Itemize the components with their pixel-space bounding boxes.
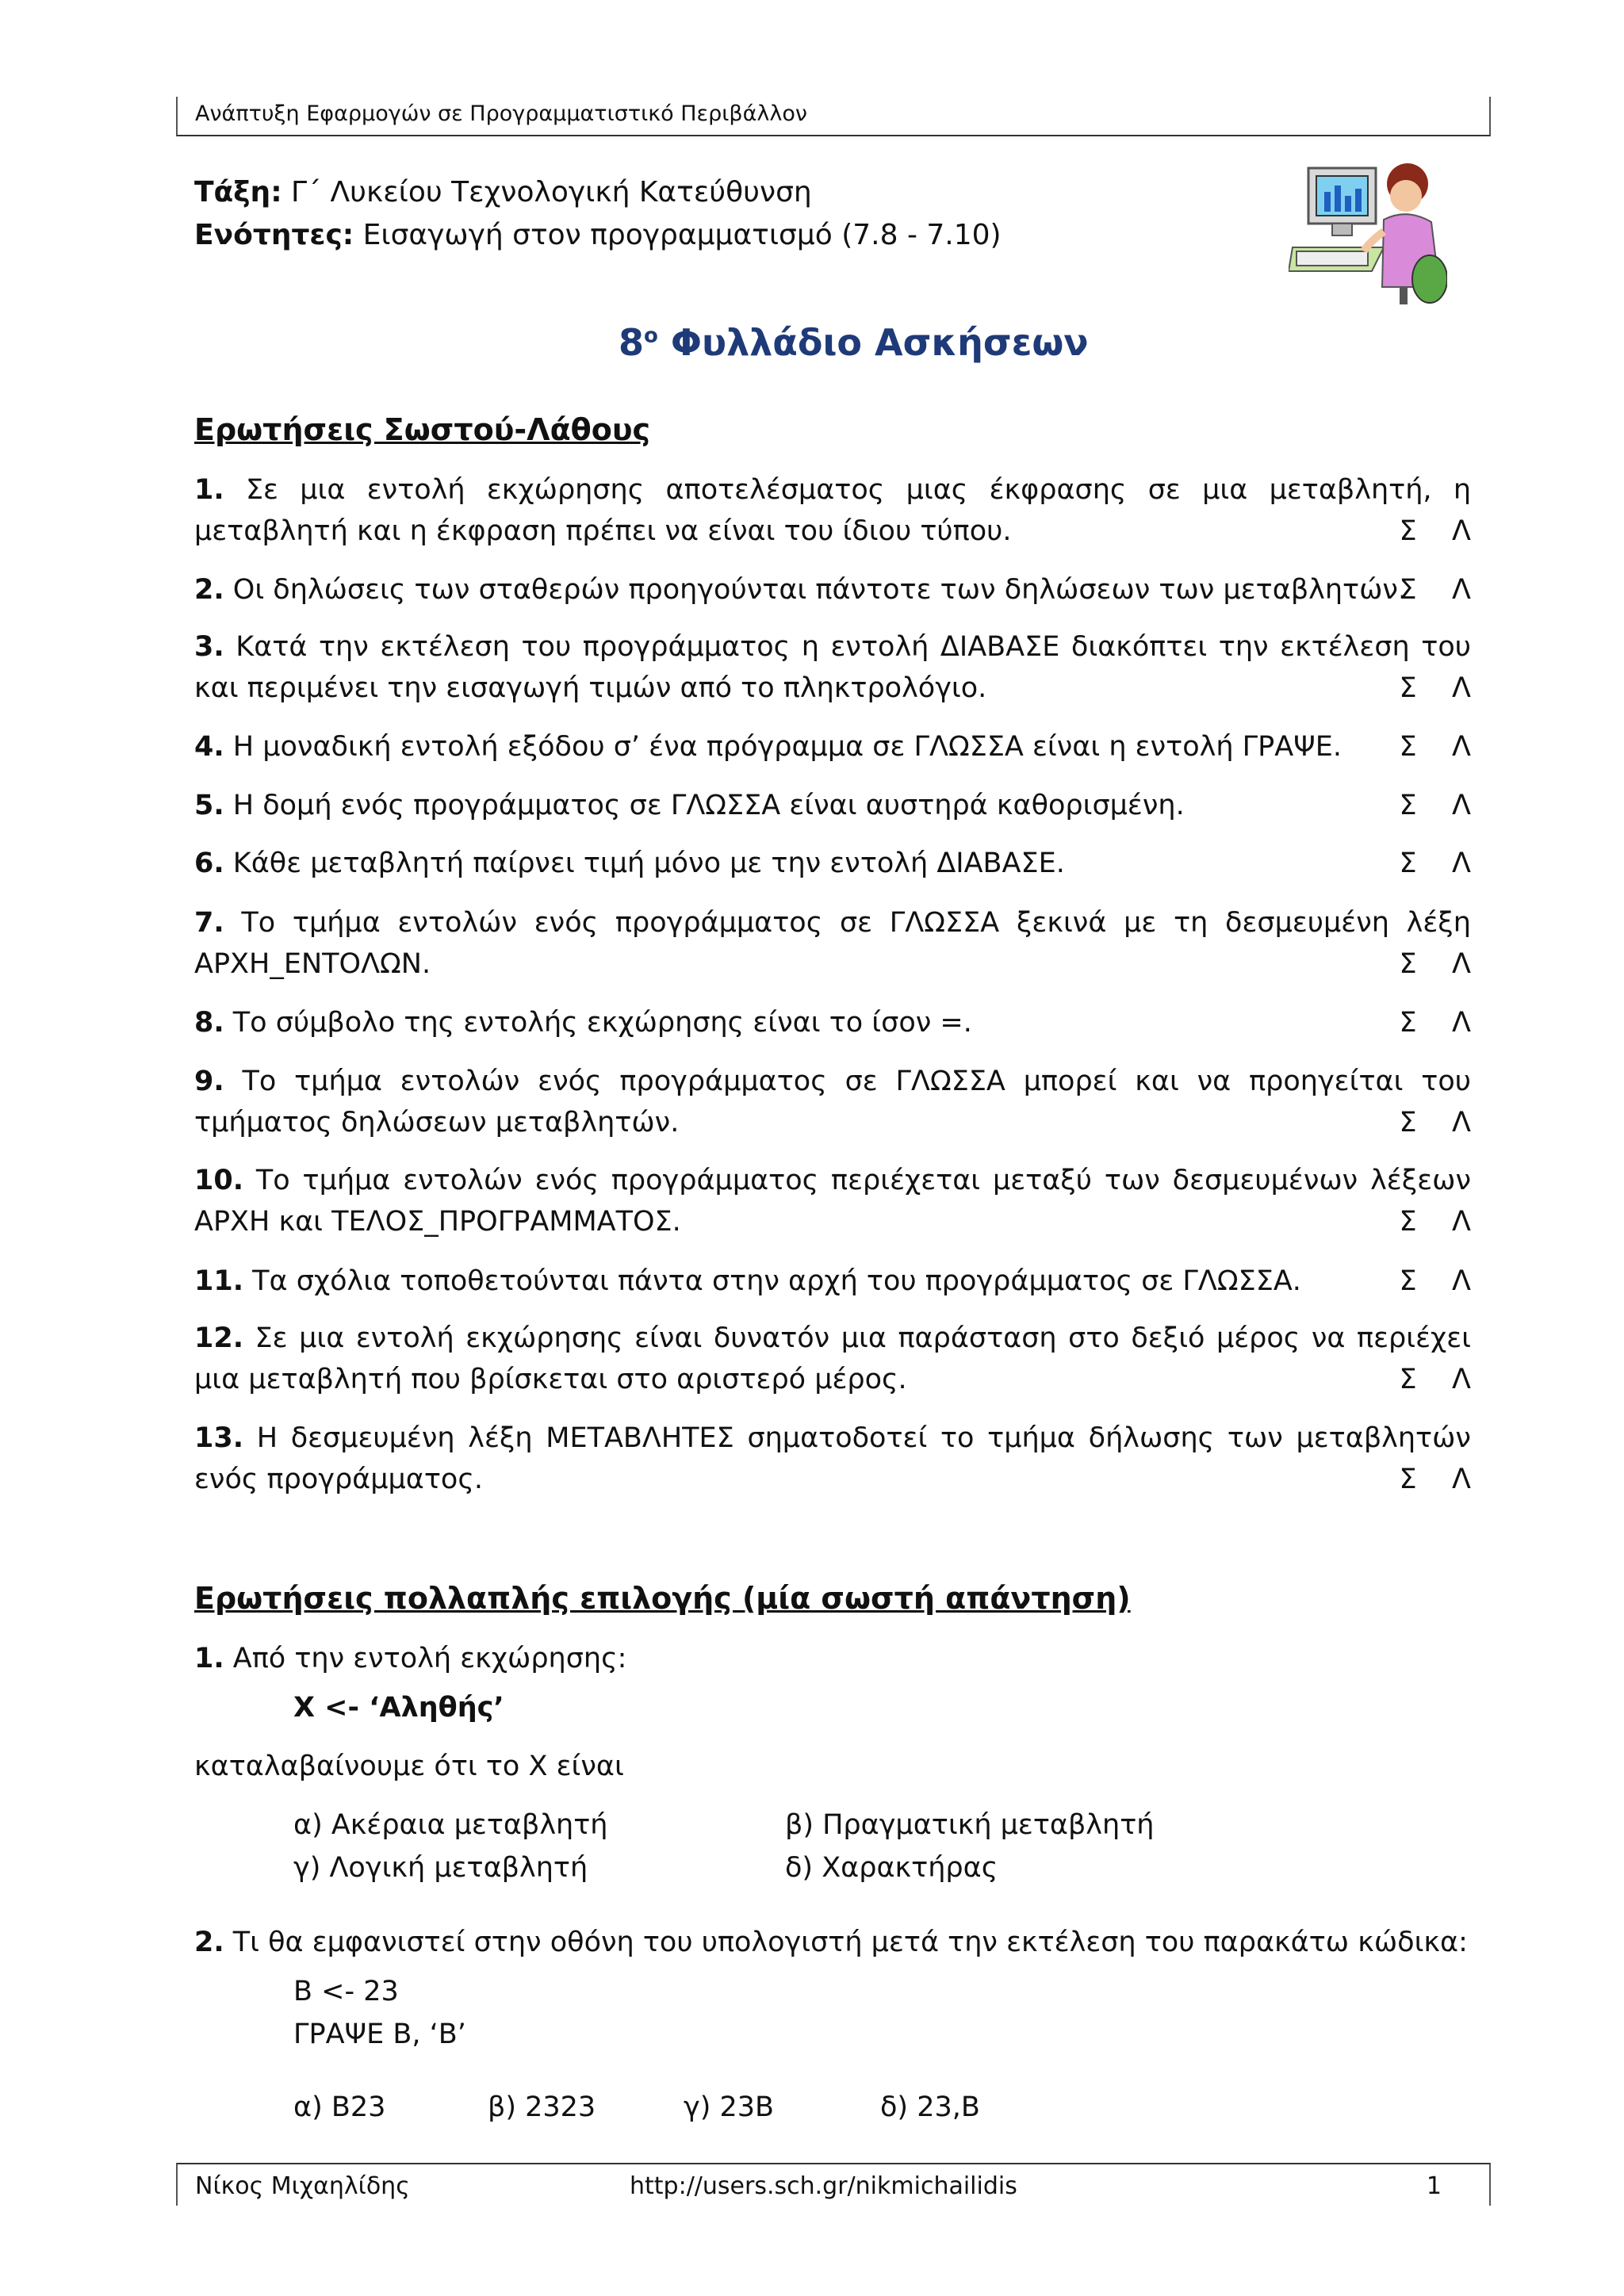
units-value: Εισαγωγή στον προγραμματισμό (7.8 - 7.10) [354,219,1002,251]
tf-question [194,1418,1471,1500]
question-number: 5. [194,790,224,821]
tf-question [194,469,1471,552]
running-footer [176,2163,1491,2206]
question-text: Το τμήμα εντολών ενός προγράμματος σε ΓΛΩΣΣΑ ξεκινά με τη δεσμευμένη λέξη ΑΡΧΗ_ΕΝΤΟΛΩΝ. [194,907,1471,980]
section-multiple-choice-heading: Ερωτήσεις πολλαπλής επιλογής (μία σωστή απάντηση) [194,1581,1131,1616]
true-false-marks: Σ Λ [1399,1364,1471,1395]
question-text: Το σύμβολο της εντολής εκχώρησης είναι το ίσον =. [224,1007,972,1039]
tf-question [194,1261,1471,1302]
worksheet-title [619,321,1089,364]
true-false-marks: Σ Λ [1399,848,1471,879]
mc2-option-b: β) 2323 [488,2091,596,2123]
question-number: 13. [194,1422,244,1454]
tf-question [194,843,1471,884]
question-number: 8. [194,1007,224,1039]
running-header [176,97,1491,136]
page-number: 1 [1426,2172,1442,2200]
header-text: Ανάπτυξη Εφαρμογών σε Προγραμματιστικό Περιβάλλον [195,101,807,126]
question-number: 2. [194,1927,224,1958]
question-text: Τι θα εμφανιστεί στην οθόνη του υπολογιστή μετά την εκτέλεση του παρακάτω κώδικα: [224,1927,1468,1958]
question-text: Τα σχόλια τοποθετούνται πάντα στην αρχή του προγράμματος σε ΓΛΩΣΣΑ. [243,1265,1301,1297]
class-line [194,176,812,209]
question-text: Η δομή ενός προγράμματος σε ΓΛΩΣΣΑ είναι αυστηρά καθορισμένη. [224,790,1185,821]
mc2-option-c: γ) 23Β [684,2091,775,2123]
true-false-marks: Σ Λ [1399,672,1471,704]
question-number: 11. [194,1265,244,1297]
question-number: 12. [194,1322,244,1354]
question-number: 1. [194,1643,224,1674]
true-false-marks: Σ Λ [1399,948,1471,980]
mc1-option-a: α) Ακέραια μεταβλητή [293,1809,608,1841]
title-ordinal: ο [644,323,658,348]
footer-author: Νίκος Μιχαηλίδης [195,2172,410,2200]
class-value: Γ΄ Λυκείου Τεχνολογική Κατεύθυνση [282,176,812,209]
true-false-marks: Σ Λ [1399,1107,1471,1138]
question-number: 7. [194,907,224,939]
true-false-marks: Σ Λ [1399,1265,1471,1297]
title-text: Φυλλάδιο Ασκήσεων [657,321,1089,364]
tf-question [194,1061,1471,1143]
question-number: 9. [194,1066,224,1097]
true-false-marks: Σ Λ [1399,1007,1471,1039]
mc2-option-d: δ) 23,Β [880,2091,980,2123]
mc1-code: Χ <- ‘Αληθής’ [293,1692,504,1724]
question-text: Από την εντολή εκχώρησης: [224,1643,627,1674]
question-number: 6. [194,848,224,879]
tf-question [194,726,1471,767]
question-text: Κατά την εκτέλεση του προγράμματος η εντολή ΔΙΑΒΑΣΕ διακόπτει την εκτέλεση του και περιμένει την εισαγωγή τιμών από το πληκτρολόγιο. [194,631,1471,704]
question-number: 10. [194,1165,244,1196]
tf-question [194,1318,1471,1400]
mc-question-2 [194,1927,1468,1958]
mc2-option-a: α) Β23 [293,2091,386,2123]
mc1-option-c: γ) Λογική μεταβλητή [293,1852,588,1884]
question-text: Κάθε μεταβλητή παίρνει τιμή μόνο με την εντολή ΔΙΑΒΑΣΕ. [224,848,1065,879]
tf-question [194,1002,1471,1043]
true-false-marks: Σ Λ [1399,1464,1471,1495]
section-true-false-heading: Ερωτήσεις Σωστού-Λάθους [194,412,651,447]
true-false-marks: Σ Λ [1399,515,1471,547]
mc1-option-d: δ) Χαρακτήρας [785,1852,998,1884]
question-number: 3. [194,631,224,663]
true-false-marks: Σ Λ [1399,790,1471,821]
question-text: Οι δηλώσεις των σταθερών προηγούνται πάντοτε των δηλώσεων των μεταβλητών. [224,574,1408,606]
title-number: 8 [619,321,645,364]
question-number: 1. [194,474,224,506]
mc1-option-b: β) Πραγματική μεταβλητή [785,1809,1155,1841]
question-text: Η δεσμευμένη λέξη ΜΕΤΑΒΛΗΤΕΣ σηματοδοτεί το τμήμα δήλωσης των μεταβλητών ενός προγράμματος. [194,1422,1471,1495]
tf-question [194,1160,1471,1242]
question-text: Σε μια εντολή εκχώρησης είναι δυνατόν μια παράσταση στο δεξιό μέρος να περιέχει μια μεταβλητή που βρίσκεται στο αριστερό μέρος. [194,1322,1471,1395]
true-false-marks: Σ Λ [1399,574,1471,606]
true-false-marks: Σ Λ [1399,1206,1471,1238]
question-text: Η μοναδική εντολή εξόδου σ’ ένα πρόγραμμα σε ΓΛΩΣΣΑ είναι η εντολή ΓΡΑΨΕ. [224,731,1342,763]
question-number: 4. [194,731,224,763]
mc1-followup: καταλαβαίνουμε ότι το Χ είναι [194,1751,624,1782]
tf-question [194,569,1471,610]
units-line [194,219,1002,251]
tf-question [194,626,1471,709]
question-text: Το τμήμα εντολών ενός προγράμματος περιέχεται μεταξύ των δεσμευμένων λέξεων ΑΡΧΗ και ΤΕΛΟΣ_ΠΡΟΓΡΑΜΜΑΤΟΣ. [194,1165,1471,1238]
tf-question [194,902,1471,985]
true-false-marks: Σ Λ [1399,731,1471,763]
units-label: Ενότητες: [194,219,354,251]
question-number: 2. [194,574,224,606]
mc-question-1 [194,1643,626,1674]
tf-question [194,785,1471,826]
footer-url[interactable]: http://users.sch.gr/nikmichailidis [630,2172,1017,2200]
question-text: Σε μια εντολή εκχώρησης αποτελέσματος μιας έκφρασης σε μια μεταβλητή, η μεταβλητή και η έκφραση πρέπει να είναι του ίδιου τύπου. [194,474,1471,547]
computer-user-icon [1289,152,1447,307]
question-text: Το τμήμα εντολών ενός προγράμματος σε ΓΛΩΣΣΑ μπορεί και να προηγείται του τμήματος δηλώσεων μεταβλητών. [194,1066,1471,1138]
mc2-code-line-2: ΓΡΑΨΕ Β, ‘Β’ [293,2019,466,2050]
mc2-code-line-1: Β <- 23 [293,1976,399,2007]
class-label: Τάξη: [194,176,282,209]
